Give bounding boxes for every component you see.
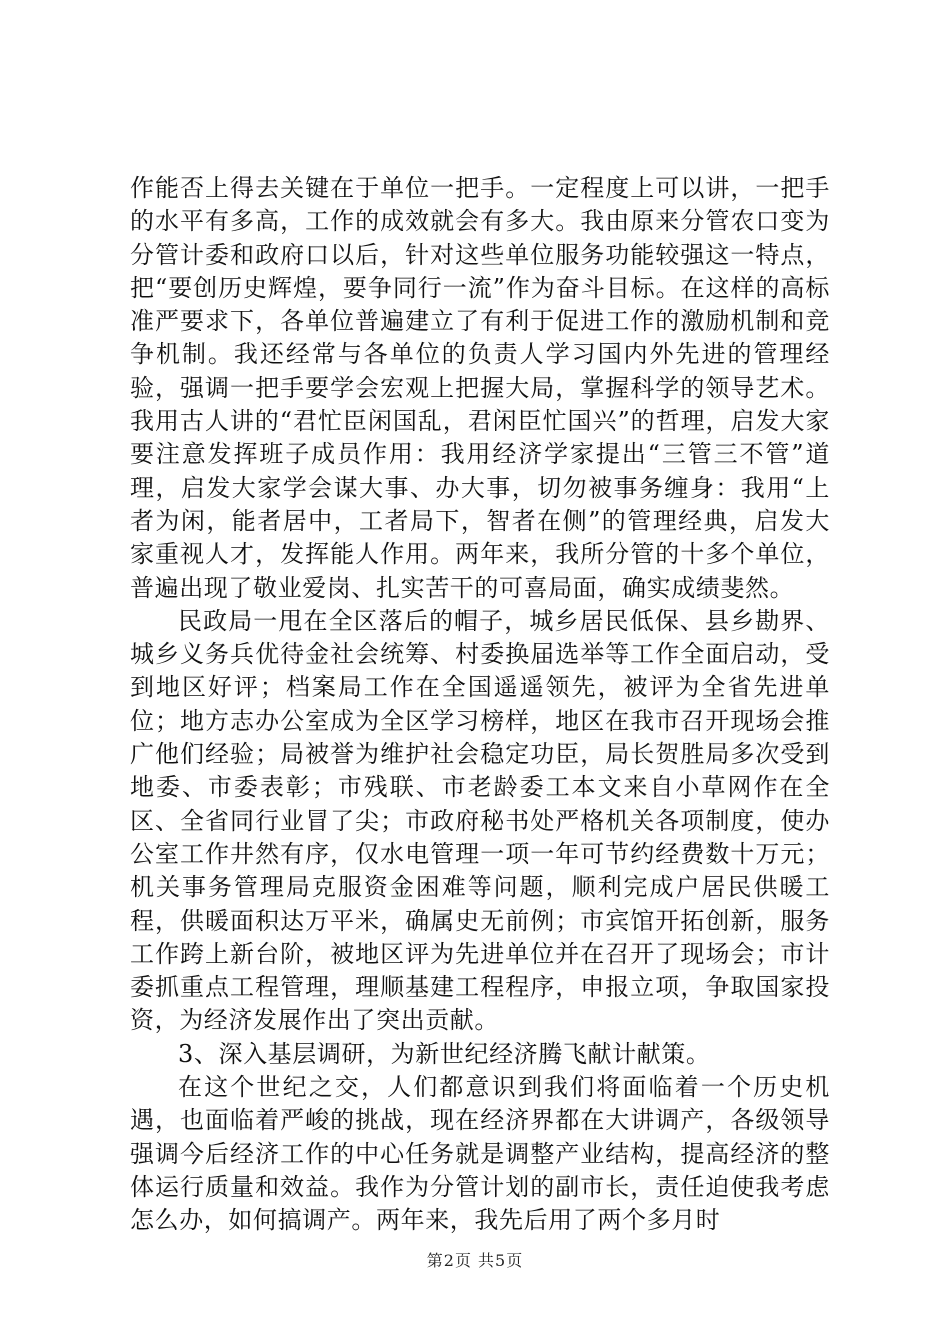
paragraph-2: 民政局一甩在全区落后的帽子，城乡居民低保、县乡勘界、城乡义务兵优待金社会统筹、村委换届选举等工作全面启动，受到地区好评；档案局工作在全国遥遥领先，被评为全省先进单位；地方志办公室成为全区学习榜样，地区在我市召开现场会推广他们经验；局被誉为维护社会稳定功臣，局长贺胜局多次受到地委、市委表彰；市残联、市老龄委工本文来自小草网作在全区、全省同行业冒了尖；市政府秘书处严格机关各项制度，使办公室工作井然有序，仅水电管理一项一年可节约经费数十万元；机关事务管理局克服资金困难等问题，顺利完成户居民供暖工程，供暖面积达万平米，确属史无前例；市宾馆开拓创新，服务工作跨上新台阶，被地区评为先进单位并在召开了现场会；市计委抓重点工程管理，理顺基建工程程序，申报立项，争取国家投资，为经济发展作出了突出贡献。: [130, 606, 830, 1035]
paragraph-1: 作能否上得去关键在于单位一把手。一定程度上可以讲，一把手的水平有多高，工作的成效就会有多大。我由原来分管农口变为分管计委和政府口以后，针对这些单位服务功能较强这一特点，把“要创历史辉煌，要争同行一流”作为奋斗目标。在这样的高标准严要求下，各单位普遍建立了有利于促进工作的激励机制和竞争机制。我还经常与各单位的负责人学习国内外先进的管理经验，强调一把手要学会宏观上把握大局，掌握科学的领导艺术。我用古人讲的“君忙臣闲国乱，君闲臣忙国兴”的哲理，启发大家要注意发挥班子成员作用：我用经济学家提出“三管三不管”道理，启发大家学会谋大事、办大事，切勿被事务缠身：我用“上者为闲，能者居中，工者局下，智者在侧”的管理经典，启发大家重视人才，发挥能人作用。两年来，我所分管的十多个单位，普遍出现了敬业爱岗、扎实苦干的可喜局面，确实成绩斐然。: [130, 174, 830, 602]
page-number-footer: 第2页 共5页: [426, 1251, 524, 1270]
section-heading: 3、深入基层调研，为新世纪经济腾飞献计献策。: [178, 1039, 711, 1068]
document-body: [130, 172, 830, 1238]
paragraph-3: 在这个世纪之交，人们都意识到我们将面临着一个历史机遇，也面临着严峻的挑战，现在经济界都在大讲调产，各级领导强调今后经济工作的中心任务就是调整产业结构，提高经济的整体运行质量和效益。我作为分管计划的副市长，责任迫使我考虑怎么办，如何搞调产。两年来，我先后用了两个多月时: [130, 1073, 830, 1235]
